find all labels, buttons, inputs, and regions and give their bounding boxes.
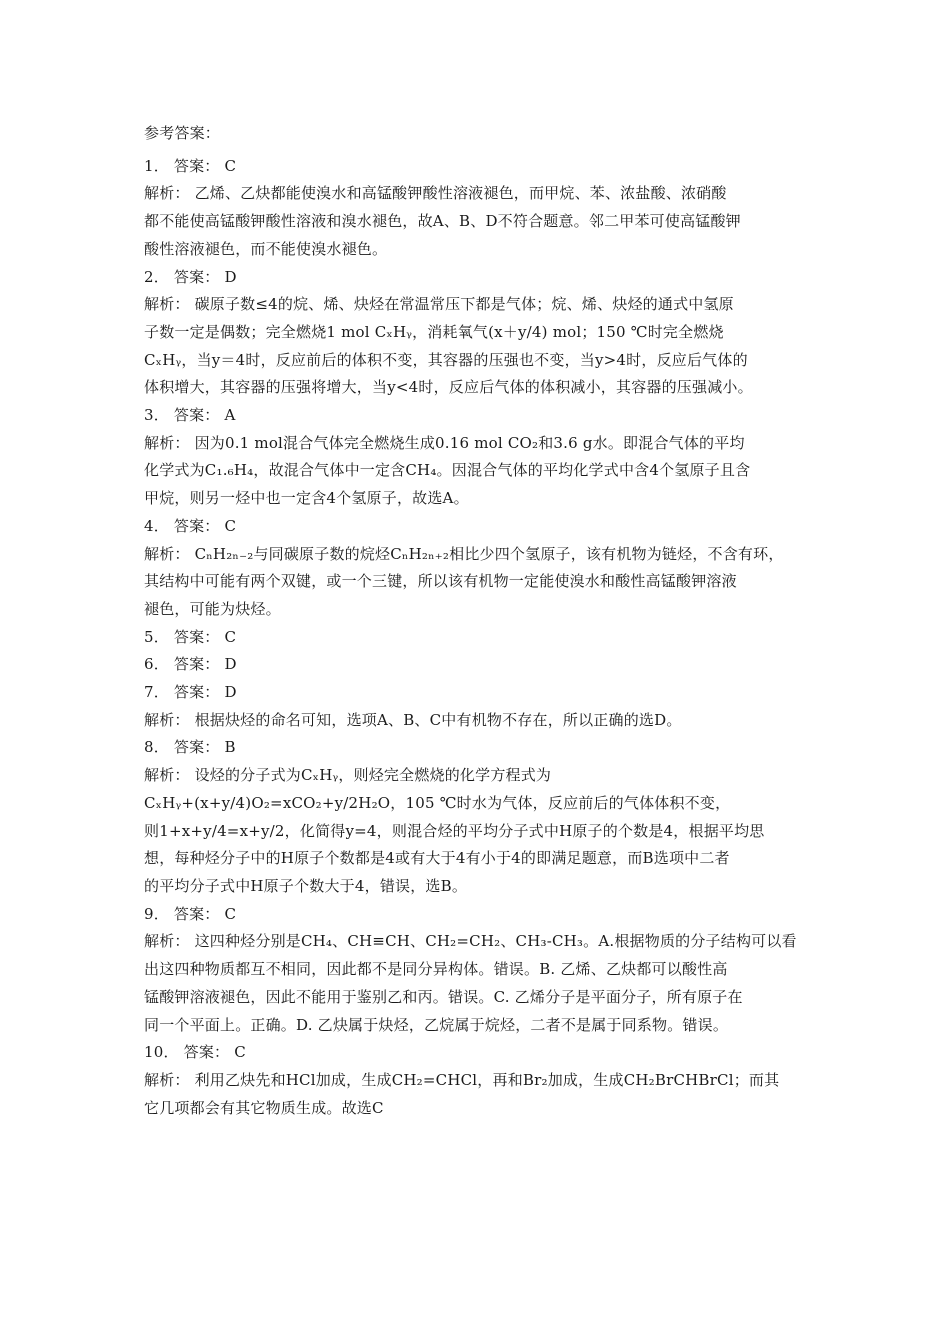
text-line: 体积增大，其容器的压强将增大，当y<4时，反应后气体的体积减小，其容器的压强减小。: [144, 378, 753, 397]
text-line: 10． 答案： C: [144, 1043, 246, 1062]
text-line: 褪色，可能为炔烃。: [144, 599, 281, 618]
text-line: CₓHᵧ+(x+y/4)O₂=xCO₂+y/2H₂O，105 ℃时水为气体，反应前后的气体体积不变，: [144, 793, 731, 812]
answer-body: [144, 153, 812, 1123]
text-line: 6． 答案： D: [144, 655, 237, 674]
text-line: 出这四种物质都互不相同，因此都不是同分异构体。错误。B. 乙烯、乙炔都可以酸性高: [144, 960, 728, 979]
text-line: 7． 答案： D: [144, 683, 237, 702]
text-line: 都不能使高锰酸钾酸性溶液和溴水褪色，故A、B、D不符合题意。邻二甲苯可使高锰酸钾: [144, 212, 741, 231]
text-line: 子数一定是偶数；完全燃烧1 mol CₓHᵧ，消耗氧气(x＋y/4) mol；150 ℃时完全燃烧: [144, 322, 724, 341]
text-line: 2． 答案： D: [144, 267, 237, 286]
page-title: 参考答案：: [144, 124, 221, 142]
text-line: 其结构中可能有两个双键，或一个三键，所以该有机物一定能使溴水和酸性高锰酸钾溶液: [144, 572, 737, 591]
text-line: 酸性溶液褪色，而不能使溴水褪色。: [144, 239, 388, 258]
answer-document: [144, 120, 812, 1122]
text-line: 解析： 乙烯、乙炔都能使溴水和高锰酸钾酸性溶液褪色，而甲烷、苯、浓盐酸、浓硝酸: [144, 184, 727, 203]
text-line: 解析： 因为0.1 mol混合气体完全燃烧生成0.16 mol CO₂和3.6 g水。即混合气体的平均: [144, 433, 745, 452]
text-line: 锰酸钾溶液褪色，因此不能用于鉴别乙和丙。错误。C. 乙烯分子是平面分子，所有原子在: [144, 987, 743, 1006]
text-line: 解析： 这四种烃分别是CH₄、CH≡CH、CH₂=CH₂、CH₃-CH₃。A.根据物质的分子结构可以看: [144, 932, 797, 951]
text-line: 甲烷，则另一烃中也一定含4个氢原子，故选A。: [144, 489, 469, 508]
text-line: 解析： 根据炔烃的命名可知，选项A、B、C中有机物不存在，所以正确的选D。: [144, 710, 682, 729]
text-line: 解析： 设烃的分子式为CₓHᵧ，则烃完全燃烧的化学方程式为: [144, 766, 552, 785]
text-line: 解析： 碳原子数≤4的烷、烯、炔烃在常温常压下都是气体；烷、烯、炔烃的通式中氢原: [144, 295, 734, 314]
text-line: 解析： 利用乙炔先和HCl加成，生成CH₂=CHCl，再和Br₂加成，生成CH₂BrCHBrCl；而其: [144, 1070, 780, 1089]
text-line: 解析： CₙH₂ₙ₋₂与同碳原子数的烷烃CₙH₂ₙ₊₂相比少四个氢原子，该有机物为链烃，不含有环，: [144, 544, 784, 563]
text-line: CₓHᵧ，当y＝4时，反应前后的体积不变，其容器的压强也不变，当y>4时，反应后气体的: [144, 350, 748, 369]
text-line: 4． 答案： C: [144, 516, 237, 535]
text-line: 的平均分子式中H原子个数大于4，错误，选B。: [144, 876, 468, 895]
text-line: 9． 答案： C: [144, 904, 237, 923]
text-line: 想，每种烃分子中的H原子个数都是4或有大于4有小于4的即满足题意，而B选项中二者: [144, 849, 730, 868]
text-line: 同一个平面上。正确。D. 乙炔属于炔烃，乙烷属于烷烃，二者不是属于同系物。错误。: [144, 1015, 729, 1034]
text-line: 化学式为C₁.₆H₄，故混合气体中一定含CH₄。因混合气体的平均化学式中含4个氢原子且含: [144, 461, 751, 480]
text-line: 1． 答案： C: [144, 156, 237, 175]
text-line: 5． 答案： C: [144, 627, 237, 646]
text-line: 8． 答案： B: [144, 738, 236, 757]
text-line: 则1+x+y/4=x+y/2，化简得y=4，则混合烃的平均分子式中H原子的个数是4，根据平均思: [144, 821, 765, 840]
text-line: 3． 答案： A: [144, 406, 236, 425]
text-line: 它几项都会有其它物质生成。故选C: [144, 1098, 384, 1117]
